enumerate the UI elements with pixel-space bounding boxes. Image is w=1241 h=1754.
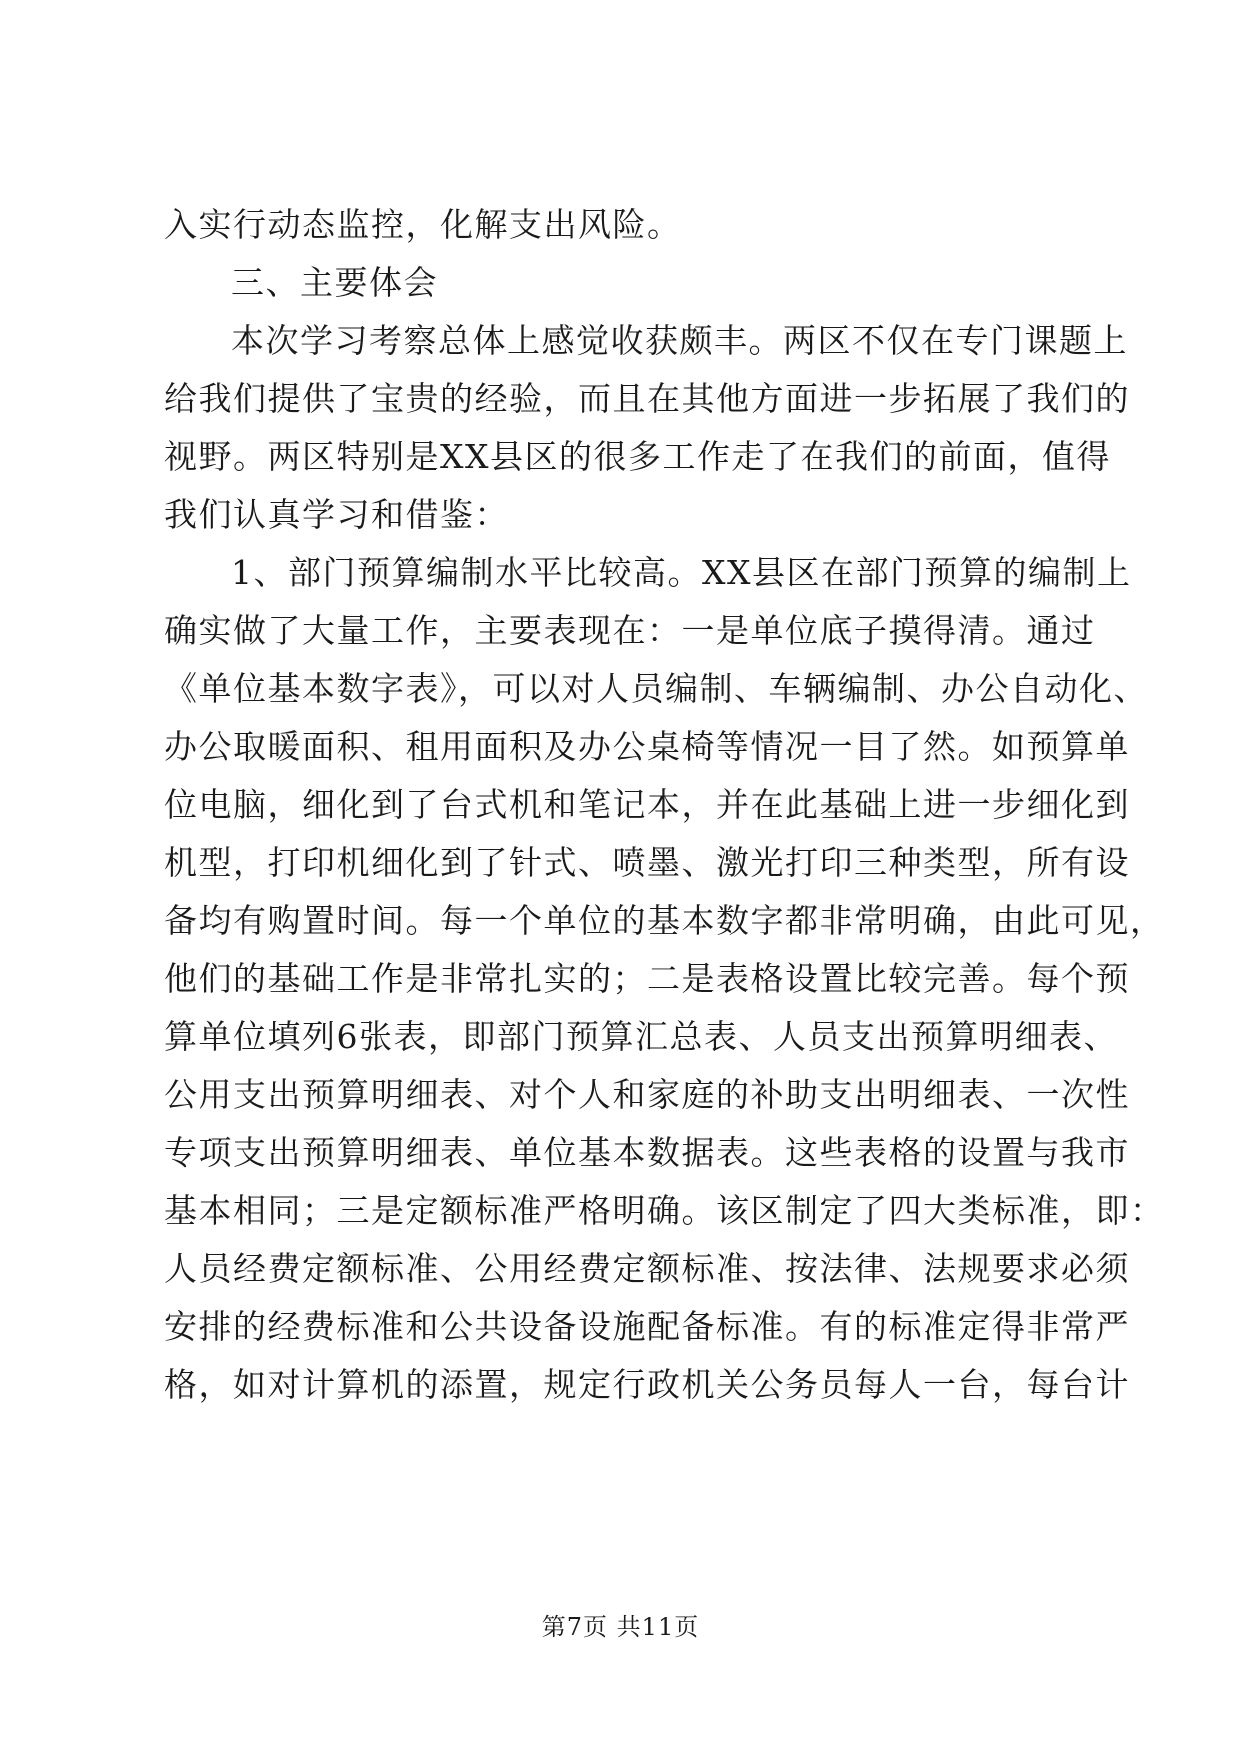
text-line: 备均有购置时间。每一个单位的基本数字都非常明确，由此可见， bbox=[164, 901, 1165, 940]
text-line: 确实做了大量工作，主要表现在：一是单位底子摸得清。通过 bbox=[164, 611, 1096, 650]
text-line: 《单位基本数字表》，可以对人员编制、车辆编制、办公自动化、 bbox=[164, 669, 1148, 708]
text-line: 我们认真学习和借鉴： bbox=[164, 495, 509, 534]
text-line: 算单位填列6张表，即部门预算汇总表、人员支出预算明细表、 bbox=[164, 1017, 1118, 1056]
text-line: 入实行动态监控，化解支出风险。 bbox=[164, 205, 682, 244]
text-line: 专项支出预算明细表、单位基本数据表。这些表格的设置与我市 bbox=[164, 1133, 1130, 1172]
text-line: 位电脑，细化到了台式机和笔记本，并在此基础上进一步细化到 bbox=[164, 785, 1130, 824]
text-line: 视野。两区特别是XX县区的很多工作走了在我们的前面，值得 bbox=[164, 437, 1111, 476]
text-line: 办公取暖面积、租用面积及办公桌椅等情况一目了然。如预算单 bbox=[164, 727, 1130, 766]
text-line: 1、部门预算编制水平比较高。XX县区在部门预算的编制上 bbox=[231, 553, 1132, 592]
body-text bbox=[164, 196, 1165, 1414]
text-line: 基本相同；三是定额标准严格明确。该区制定了四大类标准，即： bbox=[164, 1191, 1165, 1230]
page-number-footer: 第7页 共11页 bbox=[541, 1613, 700, 1641]
text-line: 机型，打印机细化到了针式、喷墨、激光打印三种类型，所有设 bbox=[164, 843, 1130, 882]
text-line: 人员经费定额标准、公用经费定额标准、按法律、法规要求必须 bbox=[164, 1249, 1130, 1288]
section-heading: 三、主要体会 bbox=[231, 263, 438, 302]
text-line: 本次学习考察总体上感觉收获颇丰。两区不仅在专门课题上 bbox=[231, 321, 1128, 360]
text-line: 公用支出预算明细表、对个人和家庭的补助支出明细表、一次性 bbox=[164, 1075, 1130, 1114]
text-line: 给我们提供了宝贵的经验，而且在其他方面进一步拓展了我们的 bbox=[164, 379, 1130, 418]
text-line: 格，如对计算机的添置，规定行政机关公务员每人一台，每台计 bbox=[164, 1365, 1130, 1404]
text-line: 安排的经费标准和公共设备设施配备标准。有的标准定得非常严 bbox=[164, 1307, 1130, 1346]
text-line: 他们的基础工作是非常扎实的；二是表格设置比较完善。每个预 bbox=[164, 959, 1130, 998]
